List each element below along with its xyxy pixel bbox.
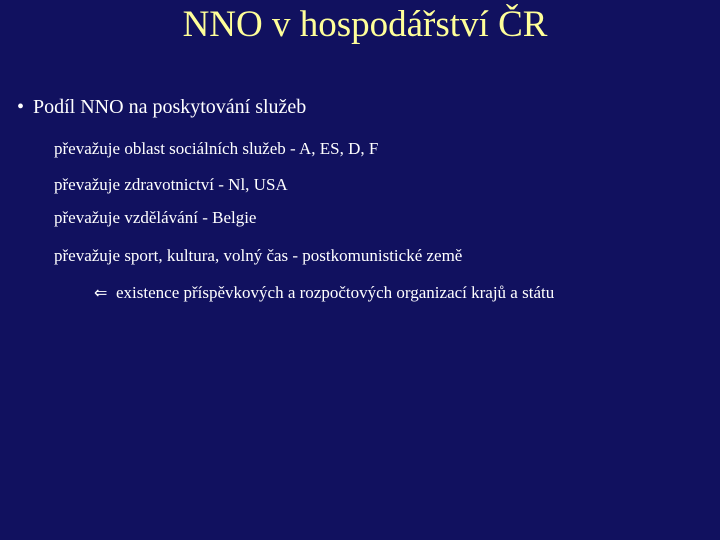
sub-item-healthcare: převažuje zdravotnictví - Nl, USA [54,175,288,194]
sub-item-sport-culture: převažuje sport, kultura, volný čas - postkomunistické země [54,246,463,265]
main-bullet-text: Podíl NNO na poskytování služeb [33,96,307,118]
left-double-arrow-icon: ⇐ [94,283,108,302]
implication-line [94,282,554,304]
main-bullet [17,94,306,120]
implication-text: existence příspěvkových a rozpočtových organizací krajů a státu [116,283,555,302]
sub-item-education: převažuje vzdělávání - Belgie [54,208,257,227]
sub-item-social-services: převažuje oblast sociálních služeb - A, ES, D, F [54,139,379,158]
slide-title: NNO v hospodářství ČR [182,4,548,45]
bullet-marker: • [17,96,25,118]
